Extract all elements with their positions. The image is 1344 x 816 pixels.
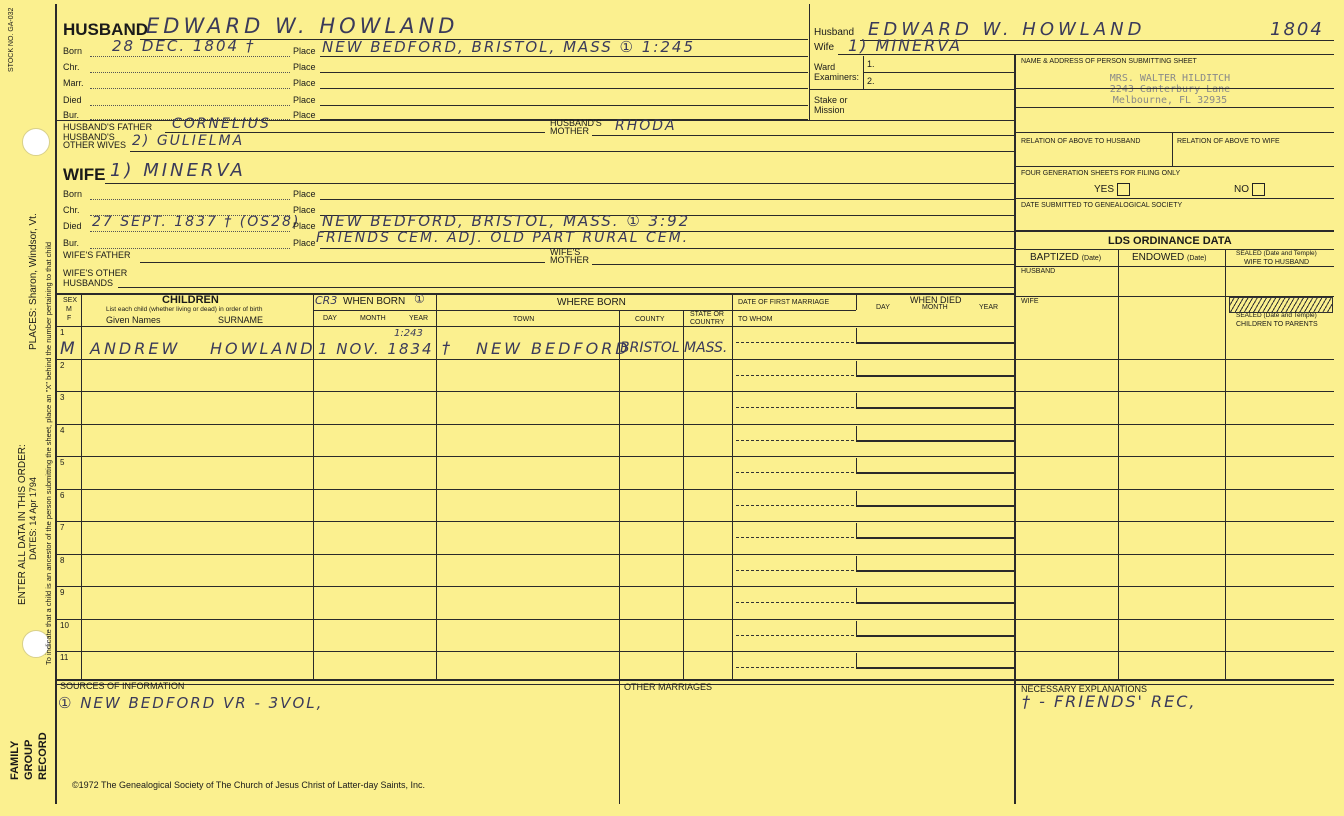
husband-other-wives[interactable]: 2) GULIELMA [132, 133, 245, 149]
child-marriage-line[interactable] [736, 667, 854, 668]
other-marriages-label: OTHER MARRIAGES [624, 682, 713, 692]
stock-number: STOCK NO. GA-032 [8, 7, 15, 72]
child-died-line[interactable] [856, 537, 1014, 539]
child-born-note: 1:243 [394, 328, 423, 339]
husband-mother-label-2: MOTHER [550, 126, 589, 136]
four-gen-bottom-line [1016, 198, 1334, 199]
child-died-bracket [856, 328, 857, 342]
wife-bur-label: Bur. [63, 238, 80, 248]
explanations-value[interactable]: † - FRIENDS' REC, [1022, 692, 1197, 711]
lds-row-line [1016, 456, 1334, 457]
child-row-line [56, 521, 1014, 522]
child-birth-town[interactable]: NEW BEDFORD [476, 339, 631, 358]
header-wife-line [838, 54, 1334, 55]
husband-chr-line [90, 72, 290, 73]
date-submitted-label: DATE SUBMITTED TO GENEALOGICAL SOCIETY [1021, 202, 1183, 209]
child-row-number: 6 [60, 490, 65, 500]
child-died-line[interactable] [856, 375, 1014, 377]
husband-chr-place-line [320, 72, 808, 73]
when-born-suffix: ① [414, 292, 425, 306]
child-birth-county[interactable]: BRISTOL [620, 340, 680, 356]
lds-sealed-wife-2: WIFE TO HUSBAND [1244, 259, 1310, 266]
child-died-line[interactable] [856, 570, 1014, 572]
ancestor-instruction: To indicate that a child is an ancestor of the person submitting the sheet, place an "X" behind the number pertaining to that child [44, 241, 53, 665]
wife-mother-label-1: WIFE'S [550, 247, 581, 257]
lds-row-line [1016, 489, 1334, 490]
child-marriage-line[interactable] [736, 440, 854, 441]
child-given-name[interactable]: ANDREW [90, 339, 181, 358]
county-header: COUNTY [635, 316, 665, 323]
husband-born-label: Born [63, 46, 83, 56]
child-marriage-line[interactable] [736, 407, 854, 408]
stake-label: Stake or [814, 95, 848, 105]
child-row-line [56, 586, 1014, 587]
wife-name-line [105, 183, 1014, 184]
examiner-1: 1. [867, 59, 875, 69]
child-died-line[interactable] [856, 602, 1014, 604]
husband-father[interactable]: CORNELIUS [172, 116, 271, 132]
child-row-line [56, 684, 1014, 685]
husband-marr-place-label: Place [293, 78, 316, 88]
yes-label: YES [1094, 184, 1115, 196]
child-row-number: 7 [60, 523, 65, 532]
wife-other-husbands-line [118, 287, 1014, 288]
child-row-line [56, 359, 1014, 360]
wife-died-line [90, 231, 290, 232]
yes-checkbox[interactable] [1117, 183, 1130, 196]
lds-row-line [1016, 554, 1334, 555]
relation-bottom-line [1016, 166, 1334, 167]
husband-mother-label-1: HUSBAND'S [550, 118, 602, 128]
lds-husband-row: HUSBAND [1021, 268, 1056, 275]
child-died-line[interactable] [856, 505, 1014, 507]
child-row-line [56, 424, 1014, 425]
lds-row-line [1016, 619, 1334, 620]
submitter-line-2 [1016, 107, 1334, 108]
child-died-bracket [856, 458, 857, 472]
child-marriage-line[interactable] [736, 635, 854, 636]
submitter-stamp [1100, 73, 1240, 106]
wife-father-label: WIFE'S FATHER [63, 250, 131, 260]
child-row-number: 11 [60, 653, 69, 662]
lds-sealed-children-1: SEALED (Date and Temple) [1236, 312, 1317, 319]
child-row-number: 10 [60, 620, 69, 630]
lds-row-line [1016, 359, 1334, 360]
ward-label: Ward [814, 62, 836, 72]
child-marriage-line[interactable] [736, 537, 854, 538]
husband-born-place[interactable]: NEW BEDFORD, BRISTOL, MASS ① 1:245 [322, 38, 696, 56]
child-row-number: 2 [60, 360, 65, 370]
four-gen-no[interactable] [1234, 183, 1265, 196]
form-title-record: RECORD [37, 732, 49, 780]
enter-all-data-label: ENTER ALL DATA IN THIS ORDER: [17, 444, 28, 605]
lds-sealed-children-2: CHILDREN TO PARENTS [1236, 321, 1318, 328]
child-row-number: 8 [60, 555, 65, 565]
child-row-number: 4 [60, 425, 65, 435]
col-sex-divider [81, 293, 82, 679]
surname-header: SURNAME [218, 315, 264, 325]
wife-mother-label-2: MOTHER [550, 255, 589, 265]
born-day-header: DAY [323, 315, 337, 322]
town-header: TOWN [513, 316, 535, 323]
sources-label: SOURCES OF INFORMATION [60, 681, 185, 691]
lds-wife-row: WIFE [1021, 298, 1039, 305]
lds-title: LDS ORDINANCE DATA [1108, 235, 1232, 247]
child-row-number: 5 [60, 458, 65, 467]
examiners-bottom-line [810, 89, 1014, 90]
husband-title: HUSBAND [63, 20, 148, 39]
when-born-prefix: CR3 [315, 294, 338, 307]
wife-bur-place-label: Place [293, 238, 316, 248]
child-row-line [56, 554, 1014, 555]
died-month-header: MONTH [922, 304, 948, 311]
stamp-line-3: Melbourne, FL 32935 [1112, 95, 1228, 106]
lds-col-divider-2 [1225, 249, 1226, 679]
lds-endowed: ENDOWED (Date) [1132, 252, 1207, 263]
wife-name[interactable]: 1) MINERVA [110, 160, 246, 181]
header-divider [809, 4, 810, 120]
child-row-line [56, 456, 1014, 457]
wife-title: WIFE [63, 165, 106, 184]
relation-divider [1172, 132, 1173, 166]
husband-mother-line [592, 135, 1014, 136]
sex-header: SEX [63, 297, 78, 304]
children-subheader: List each child (whether living or dead) in order of birth [106, 306, 263, 313]
form-title-family: FAMILY [9, 740, 21, 780]
husband-name[interactable]: EDWARD W. HOWLAND [146, 14, 459, 38]
child-died-bracket [856, 523, 857, 537]
four-gen-label: FOUR GENERATION SHEETS FOR FILING ONLY [1021, 170, 1181, 177]
child-row-line [56, 391, 1014, 392]
husband-died-place-label: Place [293, 95, 316, 105]
when-died-header: WHEN DIED [910, 295, 962, 305]
wife-chr-label: Chr. [63, 205, 80, 215]
lds-sealed-wife-1: SEALED (Date and Temple) [1236, 250, 1317, 257]
husband-born-date[interactable]: 28 DEC. 1804 † [112, 37, 256, 55]
wife-died-place[interactable]: NEW BEDFORD, BRISTOL, MASS. ① 3:92 [322, 212, 691, 230]
husband-died-label: Died [63, 95, 82, 105]
wife-other-husbands-label-1: WIFE'S OTHER [63, 268, 128, 278]
copyright: ©1972 The Genealogical Society of The Church of Jesus Christ of Latter-day Saints, Inc. [72, 780, 425, 790]
examiner-1-line [863, 72, 1014, 73]
wife-other-husbands-label-2: HUSBANDS [63, 278, 114, 288]
lds-hatched-box [1229, 297, 1333, 313]
child-died-line[interactable] [856, 635, 1014, 637]
footer-divider-1 [619, 679, 620, 804]
child-died-line[interactable] [856, 440, 1014, 442]
sex-f: F [67, 315, 72, 322]
when-born-header: WHEN BORN [343, 296, 406, 307]
header-husband-label: Husband [814, 27, 855, 38]
husband-chr-place-label: Place [293, 62, 316, 72]
lds-row-line [1016, 391, 1334, 392]
child-marriage-line[interactable] [736, 375, 854, 376]
col-state-divider [732, 293, 733, 679]
wife-chr-place-label: Place [293, 205, 316, 215]
where-born-header: WHERE BORN [557, 297, 626, 308]
husband-marr-line [90, 88, 290, 89]
born-month-header: MONTH [360, 315, 386, 322]
child-died-line[interactable] [856, 342, 1014, 344]
dates-note: DATES: 14 Apr 1794 [28, 477, 38, 560]
husband-other-wives-label-2: OTHER WIVES [63, 140, 127, 150]
child-row-line [56, 489, 1014, 490]
country-header: COUNTRY [690, 319, 725, 326]
examiner-2: 2. [867, 76, 875, 86]
husband-other-wives-line [130, 151, 1014, 152]
header-husband-name[interactable]: EDWARD W. HOWLAND [868, 19, 1146, 40]
husband-died-place-line [320, 105, 808, 106]
child-marriage-line[interactable] [736, 570, 854, 571]
where-born-subline [436, 310, 732, 311]
no-checkbox[interactable] [1252, 183, 1265, 196]
col-town-divider [619, 310, 620, 679]
form-title-group: GROUP [23, 739, 35, 780]
wife-born-line [90, 199, 290, 200]
wife-mother-line [592, 264, 1014, 265]
wife-died-place-label: Place [293, 221, 316, 231]
wife-bur-place-line [320, 248, 1014, 249]
punch-hole-top [22, 128, 50, 156]
wife-died-date[interactable]: 27 SEPT. 1837 † (OS28) [92, 214, 301, 230]
col-marriage-divider [856, 293, 857, 310]
lds-row-line [1016, 424, 1334, 425]
wife-bur-line [90, 248, 290, 249]
sex-m: M [66, 306, 72, 313]
relation-wife-label: RELATION OF ABOVE TO WIFE [1177, 138, 1280, 145]
child-died-bracket [856, 621, 857, 635]
child-birth-state[interactable]: MASS. [684, 340, 728, 356]
child-marriage-line[interactable] [736, 602, 854, 603]
col-born-divider [436, 293, 437, 679]
child-row-line [56, 651, 1014, 652]
wife-born-place-label: Place [293, 189, 316, 199]
mission-label: Mission [814, 105, 845, 115]
husband-chr-label: Chr. [63, 62, 80, 72]
wife-born-label: Born [63, 189, 83, 199]
sources-value[interactable]: ① NEW BEDFORD VR - 3VOL, [58, 694, 324, 712]
wife-bur-place[interactable]: FRIENDS CEM. ADJ. OLD PART RURAL CEM. [316, 230, 690, 246]
wife-father-line [140, 262, 545, 263]
child-marriage-line[interactable] [736, 342, 854, 343]
child-died-line[interactable] [856, 407, 1014, 409]
child-marriage-line[interactable] [736, 505, 854, 506]
no-label: NO [1234, 184, 1249, 196]
child-row-line [56, 619, 1014, 620]
children-header: CHILDREN [162, 294, 219, 306]
lds-row-line [1016, 521, 1334, 522]
lds-row-line [1016, 586, 1334, 587]
state-header: STATE OR [690, 311, 724, 318]
child-row-number: 9 [60, 588, 65, 597]
husband-other-wives-label-1: HUSBAND'S [63, 132, 115, 142]
husband-marr-place-line [320, 88, 808, 89]
to-whom-header: TO WHOM [738, 316, 773, 323]
child-marriage-line[interactable] [736, 472, 854, 473]
submitter-line-3 [1016, 132, 1334, 133]
husband-bur-label: Bur. [63, 110, 80, 120]
first-marriage-subline [732, 310, 856, 311]
explanations-label: NECESSARY EXPLANATIONS [1021, 684, 1148, 694]
header-husband-year[interactable]: 1804 [1270, 19, 1324, 40]
husband-born-place-line [320, 56, 808, 57]
given-names-header: Given Names [106, 315, 161, 325]
child-died-line[interactable] [856, 472, 1014, 474]
child-died-bracket [856, 588, 857, 602]
child-row-number: 3 [60, 393, 65, 402]
col-county-divider [683, 310, 684, 679]
child-died-bracket [856, 426, 857, 440]
children-header-bottom [56, 326, 1014, 327]
husband-mother[interactable]: RHODA [615, 118, 677, 134]
examiners-label: Examiners: [814, 72, 860, 82]
submitter-label: NAME & ADDRESS OF PERSON SUBMITTING SHEET [1021, 58, 1197, 65]
stamp-line-2: 2243 Canterbury Lane [1109, 84, 1231, 95]
stamp-line-1: MRS. WALTER HILDITCH [1109, 73, 1231, 84]
lds-col-divider-1 [1118, 249, 1119, 679]
footer-top-line [56, 679, 1334, 681]
husband-father-label: HUSBAND'S FATHER [63, 122, 153, 132]
lds-baptized: BAPTIZED (Date) [1030, 252, 1102, 263]
lds-row-line [1016, 651, 1334, 652]
husband-born-place-label: Place [293, 46, 316, 56]
date-submitted-line [1016, 230, 1334, 232]
child-sex[interactable]: M [60, 339, 75, 359]
child-died-bracket [856, 393, 857, 407]
submitter-line-1 [1016, 88, 1334, 89]
header-wife-label: Wife [814, 42, 834, 53]
husband-born-line [90, 56, 290, 57]
died-year-header: YEAR [979, 304, 999, 311]
wife-born-place-line [320, 199, 1014, 200]
child-died-bracket [856, 653, 857, 667]
first-marriage-header: DATE OF FIRST MARRIAGE [738, 299, 830, 306]
places-note: PLACES: Sharon, Windsor, Vt. [28, 213, 39, 350]
husband-marr-label: Marr. [63, 78, 84, 88]
child-died-bracket [856, 491, 857, 505]
child-died-bracket [856, 361, 857, 375]
header-wife-name[interactable]: 1) MINERVA [848, 36, 963, 55]
child-born-date[interactable]: 1 NOV. 1834 [318, 340, 434, 358]
relation-husband-label: RELATION OF ABOVE TO HUSBAND [1021, 138, 1141, 145]
child-surname[interactable]: HOWLAND [210, 339, 316, 358]
lds-header-line [1016, 266, 1334, 267]
when-born-subline [313, 310, 436, 311]
husband-died-line [90, 105, 290, 106]
died-day-header: DAY [876, 304, 890, 311]
four-gen-yes[interactable] [1094, 183, 1130, 196]
husband-bur-place-label: Place [293, 110, 316, 120]
child-row-number: 1 [60, 328, 65, 337]
child-mark: † [442, 338, 452, 357]
child-died-bracket [856, 556, 857, 570]
born-year-header: YEAR [409, 315, 429, 322]
child-died-line[interactable] [856, 667, 1014, 669]
wife-died-label: Died [63, 221, 82, 231]
